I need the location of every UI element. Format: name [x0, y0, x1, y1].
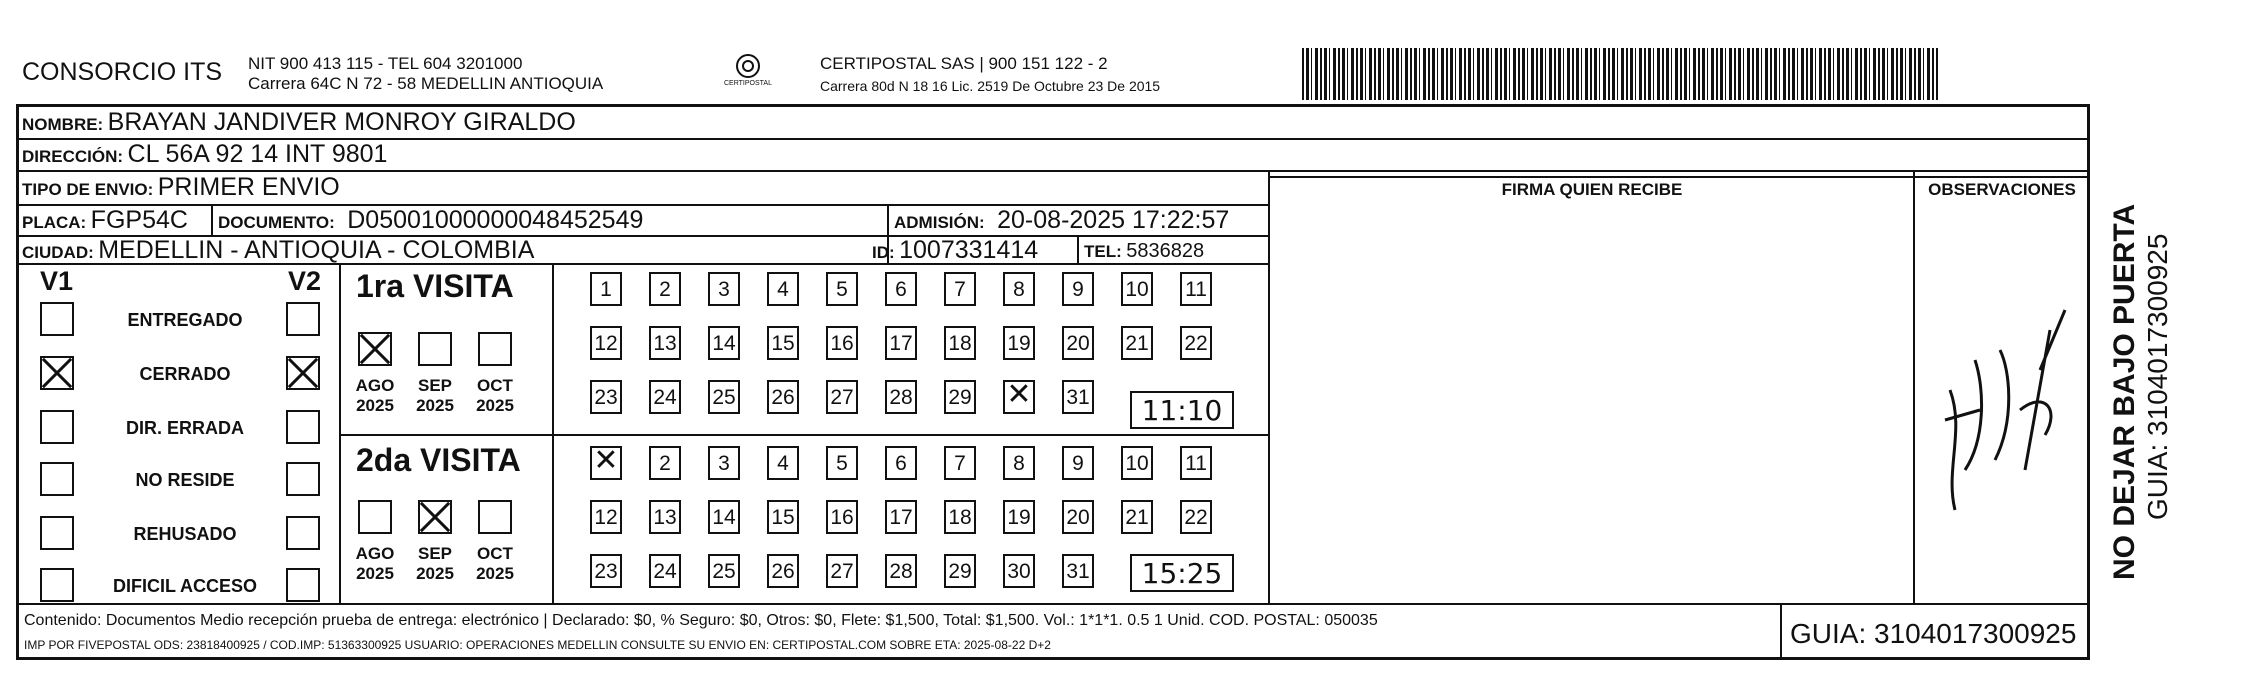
second-visit-day[interactable]: 25 — [708, 554, 740, 588]
status-label: DIR. ERRADA — [125, 418, 244, 438]
handwritten-signature — [1925, 270, 2075, 530]
second-visit-day[interactable]: 14 — [708, 500, 740, 534]
first-visit-day[interactable]: 4 — [767, 272, 799, 306]
content-line: Contenido: Documentos Medio recepción prueba de entrega: electrónico | Declarado: $0, % Seguro: $0, Otros: $0, Flete: $1,500, Total: $1,500. Vol.: 1*1*1. 0.5 1 Unid. COD. POSTAL: 050035 — [24, 612, 1378, 629]
admission-label: ADMISIÓN: — [894, 213, 985, 232]
year-label: 2025 — [476, 396, 514, 415]
first-visit-day[interactable]: 31 — [1062, 380, 1094, 414]
first-visit-day[interactable]: 14 — [708, 326, 740, 360]
recipient-address: CL 56A 92 14 INT 9801 — [127, 140, 388, 168]
v2-checkbox[interactable] — [286, 462, 320, 496]
city-label: CIUDAD: — [22, 243, 94, 262]
second-visit-day[interactable]: 16 — [826, 500, 858, 534]
second-visit-day[interactable]: 12 — [590, 500, 622, 534]
second-visit-day[interactable]: 28 — [885, 554, 917, 588]
signature-header: FIRMA QUIEN RECIBE — [1501, 180, 1683, 199]
side-guia: GUIA: 3104017300925 — [2142, 233, 2173, 520]
tel-label: TEL: — [1084, 242, 1122, 261]
second-visit-day[interactable]: 10 — [1121, 446, 1153, 480]
second-visit-day[interactable]: 21 — [1121, 500, 1153, 534]
status-label: DIFICIL ACCESO — [112, 576, 257, 596]
type-row — [22, 173, 340, 202]
month-label: AGO — [355, 544, 395, 563]
name-label: NOMBRE: — [22, 115, 104, 134]
first-visit-month-checkbox[interactable] — [418, 332, 452, 366]
side-warning: NO DEJAR BAJO PUERTA — [2108, 203, 2141, 580]
second-visit-day[interactable]: 7 — [944, 446, 976, 480]
first-visit-day[interactable]: 2 — [649, 272, 681, 306]
second-visit-day[interactable]: 18 — [944, 500, 976, 534]
v1-checkbox[interactable] — [40, 410, 74, 444]
type-label: TIPO DE ENVIO: — [22, 180, 154, 199]
first-visit-day[interactable]: 12 — [590, 326, 622, 360]
admission-value: 20-08-2025 17:22:57 — [997, 206, 1230, 234]
first-visit-month-checkbox[interactable] — [358, 332, 392, 366]
v2-checkbox[interactable] — [286, 516, 320, 550]
document-value: D05001000000048452549 — [347, 206, 644, 234]
tel-value: 5836828 — [1126, 240, 1205, 262]
v1-checkbox[interactable] — [40, 302, 74, 336]
second-visit-day[interactable]: 8 — [1003, 446, 1035, 480]
first-visit-time: 11:10 — [1130, 391, 1234, 429]
first-visit-day[interactable]: 6 — [885, 272, 917, 306]
document-cell — [218, 206, 643, 235]
first-visit-day[interactable]: 25 — [708, 380, 740, 414]
year-label: 2025 — [356, 564, 394, 583]
address-label: DIRECCIÓN: — [22, 147, 124, 166]
year-label: 2025 — [416, 564, 454, 583]
second-visit-day[interactable]: 27 — [826, 554, 858, 588]
month-label: SEP — [417, 544, 453, 563]
second-visit-month-checkbox[interactable] — [358, 500, 392, 534]
second-visit-month-checkbox[interactable] — [418, 500, 452, 534]
v2-checkbox[interactable] — [286, 410, 320, 444]
id-cell — [872, 236, 1038, 265]
city-cell — [22, 236, 534, 265]
license-line: Carrera 80d N 18 16 Lic. 2519 De Octubre 23 De 2015 — [820, 78, 1161, 94]
first-visit-day[interactable]: 19 — [1003, 326, 1035, 360]
second-visit-day[interactable]: 23 — [590, 554, 622, 588]
v1-checkbox[interactable] — [40, 568, 74, 602]
month-label: OCT — [477, 376, 513, 395]
second-visit-day[interactable]: 13 — [649, 500, 681, 534]
year-label: 2025 — [416, 396, 454, 415]
admission-cell — [894, 206, 1229, 235]
status-label: ENTREGADO — [127, 310, 243, 330]
recipient-name: BRAYAN JANDIVER MONROY GIRALDO — [107, 108, 576, 136]
second-visit-day[interactable]: 20 — [1062, 500, 1094, 534]
address-row — [22, 140, 387, 169]
certipostal-line: CERTIPOSTAL SAS | 900 151 122 - 2 — [820, 54, 1108, 73]
status-label: NO RESIDE — [135, 470, 235, 490]
first-visit-day[interactable] — [1003, 380, 1035, 414]
first-visit-day[interactable]: 27 — [826, 380, 858, 414]
first-visit-day[interactable]: 16 — [826, 326, 858, 360]
first-visit-day[interactable]: 11 — [1180, 272, 1212, 306]
status-label: REHUSADO — [133, 524, 237, 544]
first-visit-day[interactable]: 8 — [1003, 272, 1035, 306]
first-visit-day[interactable]: 24 — [649, 380, 681, 414]
first-visit-day[interactable]: 1 — [590, 272, 622, 306]
month-label: OCT — [477, 544, 513, 563]
year-label: 2025 — [476, 564, 514, 583]
second-visit-time: 15:25 — [1130, 554, 1234, 592]
footer-guia: GUIA: 3104017300925 — [1790, 618, 2077, 649]
first-visit-day[interactable]: 21 — [1121, 326, 1153, 360]
first-visit-day[interactable]: 15 — [767, 326, 799, 360]
first-visit-day[interactable]: 26 — [767, 380, 799, 414]
first-visit-day[interactable]: 17 — [885, 326, 917, 360]
second-visit-day[interactable]: 11 — [1180, 446, 1212, 480]
first-visit-day[interactable]: 20 — [1062, 326, 1094, 360]
second-visit-title: 2da VISITA — [356, 442, 521, 478]
first-visit-month-checkbox[interactable] — [478, 332, 512, 366]
month-label: SEP — [417, 376, 453, 395]
first-visit-day[interactable]: 22 — [1180, 326, 1212, 360]
second-visit-day[interactable]: 29 — [944, 554, 976, 588]
shipment-type: PRIMER ENVIO — [157, 173, 340, 201]
first-visit-title: 1ra VISITA — [356, 268, 514, 304]
id-label: ID: — [872, 243, 895, 262]
second-visit-day[interactable]: 19 — [1003, 500, 1035, 534]
observations-header: OBSERVACIONES — [1928, 180, 2076, 199]
second-visit-day[interactable]: 26 — [767, 554, 799, 588]
second-visit-day[interactable]: 5 — [826, 446, 858, 480]
second-visit-day[interactable]: 31 — [1062, 554, 1094, 588]
company-name: CONSORCIO ITS — [22, 58, 223, 86]
barcode — [1302, 48, 1938, 100]
second-visit-day[interactable]: 30 — [1003, 554, 1035, 588]
logo-text: CERTIPOSTAL — [724, 80, 772, 87]
month-label: AGO — [355, 376, 395, 395]
second-visit-day[interactable]: 6 — [885, 446, 917, 480]
status-label: CERRADO — [139, 364, 231, 384]
city-value: MEDELLIN - ANTIOQUIA - COLOMBIA — [98, 236, 535, 264]
second-visit-day[interactable] — [590, 446, 622, 480]
document-label: DOCUMENTO: — [218, 213, 335, 232]
first-visit-day[interactable]: 18 — [944, 326, 976, 360]
v2-checkbox[interactable] — [286, 302, 320, 336]
plate-label: PLACA: — [22, 213, 87, 232]
id-value: 1007331414 — [899, 236, 1039, 264]
first-visit-day[interactable]: 10 — [1121, 272, 1153, 306]
second-visit-day[interactable]: 22 — [1180, 500, 1212, 534]
v2-label: V2 — [288, 266, 322, 296]
v1-checkbox[interactable] — [40, 356, 74, 390]
second-visit-day[interactable]: 9 — [1062, 446, 1094, 480]
certipostal-logo — [726, 52, 770, 92]
v2-checkbox[interactable] — [286, 356, 320, 390]
v1-checkbox[interactable] — [40, 516, 74, 550]
v1-checkbox[interactable] — [40, 462, 74, 496]
second-visit-month-checkbox[interactable] — [478, 500, 512, 534]
second-visit-day[interactable]: 15 — [767, 500, 799, 534]
v2-checkbox[interactable] — [286, 568, 320, 602]
first-visit-day[interactable]: 28 — [885, 380, 917, 414]
company-address: Carrera 64C N 72 - 58 MEDELLIN ANTIOQUIA — [248, 74, 604, 93]
second-visit-day[interactable]: 2 — [649, 446, 681, 480]
first-visit-day[interactable]: 3 — [708, 272, 740, 306]
plate-value: FGP54C — [90, 206, 188, 234]
tel-cell — [1084, 240, 1204, 263]
first-visit-day[interactable]: 29 — [944, 380, 976, 414]
second-visit-day[interactable]: 24 — [649, 554, 681, 588]
second-visit-day[interactable]: 3 — [708, 446, 740, 480]
first-visit-day[interactable]: 13 — [649, 326, 681, 360]
company-nit: NIT 900 413 115 - TEL 604 3201000 — [248, 54, 523, 73]
first-visit-day[interactable]: 23 — [590, 380, 622, 414]
name-row — [22, 108, 576, 137]
first-visit-day[interactable]: 5 — [826, 272, 858, 306]
first-visit-day[interactable]: 7 — [944, 272, 976, 306]
second-visit-day[interactable]: 17 — [885, 500, 917, 534]
second-visit-day[interactable]: 4 — [767, 446, 799, 480]
imp-line: IMP POR FIVEPOSTAL ODS: 23818400925 / COD.IMP: 51363300925 USUARIO: OPERACIONES MEDELLIN CONSULTE SU ENVIO EN: CERTIPOSTAL.COM SOBRE ETA: 2025-08-22 D+2 — [24, 638, 1051, 652]
year-label: 2025 — [356, 396, 394, 415]
v1-label: V1 — [40, 266, 74, 296]
first-visit-day[interactable]: 9 — [1062, 272, 1094, 306]
plate-cell — [22, 206, 188, 235]
